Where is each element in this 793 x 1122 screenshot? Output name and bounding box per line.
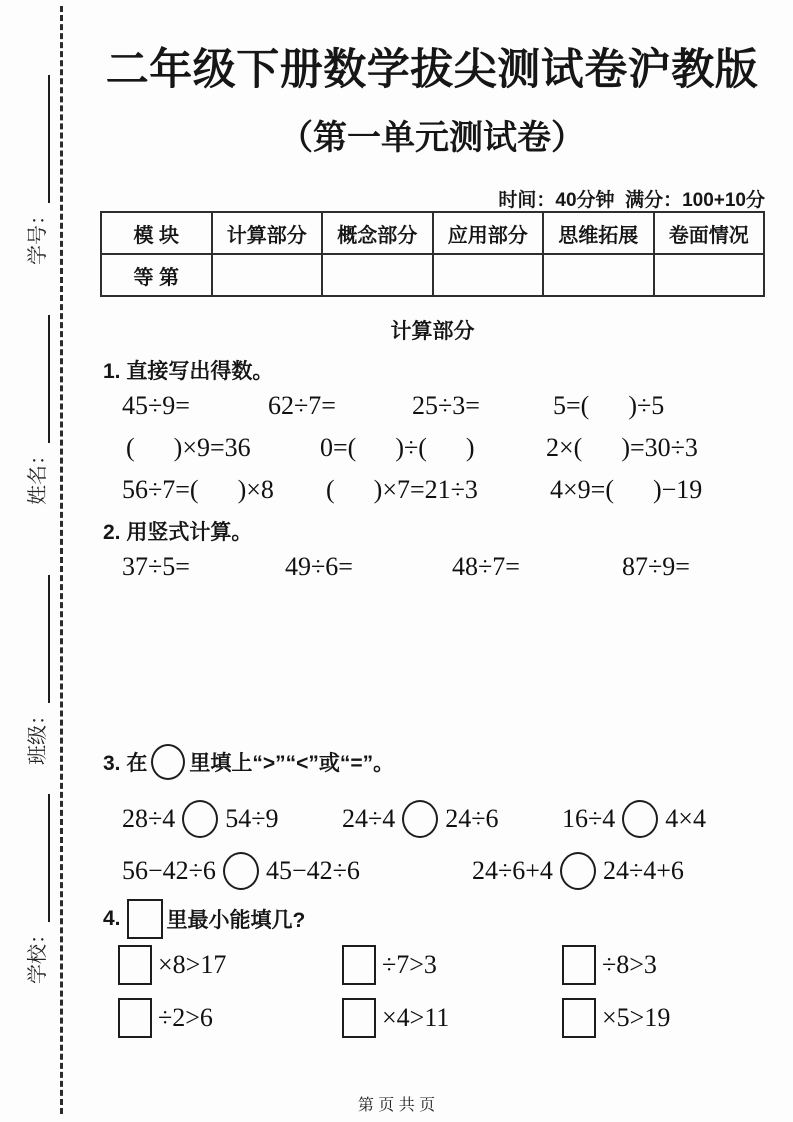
q3-compare-item [122,852,360,890]
q1-item: 45÷9= [122,391,190,420]
class-blank [26,575,50,703]
compare-left: 24÷4 [342,804,396,833]
q2-item: 87÷9= [622,552,690,581]
fill-expression: ×5>19 [602,1003,671,1032]
class-label: 班级： [27,705,49,765]
fill-square-icon [562,945,596,985]
margin-field-school [10,789,50,989]
score-table-header-row [101,212,764,254]
q2-item: 48÷7= [452,552,520,581]
q1-item: ( )×9=36 [126,433,251,462]
q2-label: 2. 用竖式计算。 [103,521,253,544]
compare-right: 4×4 [665,804,706,833]
score-table-grade-row [101,254,764,296]
q1-item: 2×( )=30÷3 [546,433,698,462]
grade-cell-concept [322,254,433,296]
fill-square-icon [562,998,596,1038]
compare-right: 45−42÷6 [265,856,360,885]
q2-item: 49÷6= [285,552,353,581]
grade-cell-calculation [212,254,323,296]
score-header-neatness: 卷面情况 [654,212,765,254]
compare-circle-icon [182,800,218,838]
q3-label [103,744,394,780]
q1-item: 4×9=( )−19 [550,475,703,504]
q4-fill-item [562,998,670,1038]
q4-fill-item [118,998,213,1038]
school-label: 学校： [27,924,49,984]
compare-left: 28÷4 [122,804,176,833]
q3-label-pre: 3. 在 [103,752,148,775]
section-title: 计算部分 [390,320,475,343]
page-title: 二年级下册数学拔尖测试卷沪教版 [105,46,759,94]
q2-item: 37÷5= [122,552,190,581]
fill-square-icon [127,899,163,939]
margin-field-student-id [10,70,50,270]
compare-circle-icon [560,852,596,890]
compare-left: 56−42÷6 [122,856,216,885]
fill-expression: ÷8>3 [602,950,657,979]
score-header-calculation: 计算部分 [212,212,323,254]
q3-compare-item [342,800,499,838]
fill-expression: ×4>11 [382,1003,450,1032]
page-subtitle: （第一单元测试卷） [279,119,585,157]
fill-square-icon [342,998,376,1038]
q1-item: 5=( )÷5 [553,391,665,420]
q4-fill-item [562,945,657,985]
school-blank [26,794,50,922]
q1-item: 56÷7=( )×8 [122,475,274,504]
q4-label-post: 里最小能填几? [166,909,306,932]
q1-item: 62÷7= [268,391,336,420]
q3-label-post: 里填上“>”“<”或“=”。 [189,752,395,775]
fill-square-icon [342,945,376,985]
q3-compare-item [122,800,279,838]
compare-right: 54÷9 [225,804,279,833]
student-id-blank [26,75,50,203]
q4-label-pre: 4. [103,907,121,930]
compare-circle-icon [151,744,185,780]
q3-compare-item [472,852,684,890]
margin-dashed-line [60,6,63,1114]
fill-expression: ÷7>3 [382,950,437,979]
fill-expression: ×8>17 [158,950,227,979]
grade-cell-neatness [654,254,765,296]
q1-item: 25÷3= [412,391,480,420]
page-footer: 第 页 共 页 [357,1097,436,1114]
score-header-module: 模 块 [101,212,212,254]
q1-item: 0=( )÷( ) [320,433,475,462]
grade-row-label: 等 第 [101,254,212,296]
q4-label [103,899,305,939]
q1-item: ( )×7=21÷3 [326,475,478,504]
compare-circle-icon [402,800,438,838]
q4-fill-item [342,998,449,1038]
q4-fill-item [118,945,226,985]
q1-label: 1. 直接写出得数。 [103,360,274,383]
compare-right: 24÷6 [445,804,499,833]
fill-square-icon [118,945,152,985]
exam-info: 时间：40分钟 满分：100+10分 [498,190,765,211]
student-id-label: 学号： [27,205,49,265]
compare-right: 24÷4+6 [602,856,684,885]
score-header-concept: 概念部分 [322,212,433,254]
fill-expression: ÷2>6 [158,1003,213,1032]
grade-cell-thinking [543,254,654,296]
compare-circle-icon [622,800,658,838]
compare-left: 24÷6+4 [472,856,553,885]
q4-fill-item [342,945,437,985]
score-header-thinking: 思维拓展 [543,212,654,254]
compare-circle-icon [223,852,259,890]
margin-field-name [10,310,50,510]
score-header-application: 应用部分 [433,212,544,254]
q3-compare-item [562,800,706,838]
fill-square-icon [118,998,152,1038]
grade-cell-application [433,254,544,296]
name-label: 姓名： [27,445,49,505]
score-table [100,211,765,297]
compare-left: 16÷4 [562,804,616,833]
name-blank [26,315,50,443]
margin-field-class [10,570,50,770]
